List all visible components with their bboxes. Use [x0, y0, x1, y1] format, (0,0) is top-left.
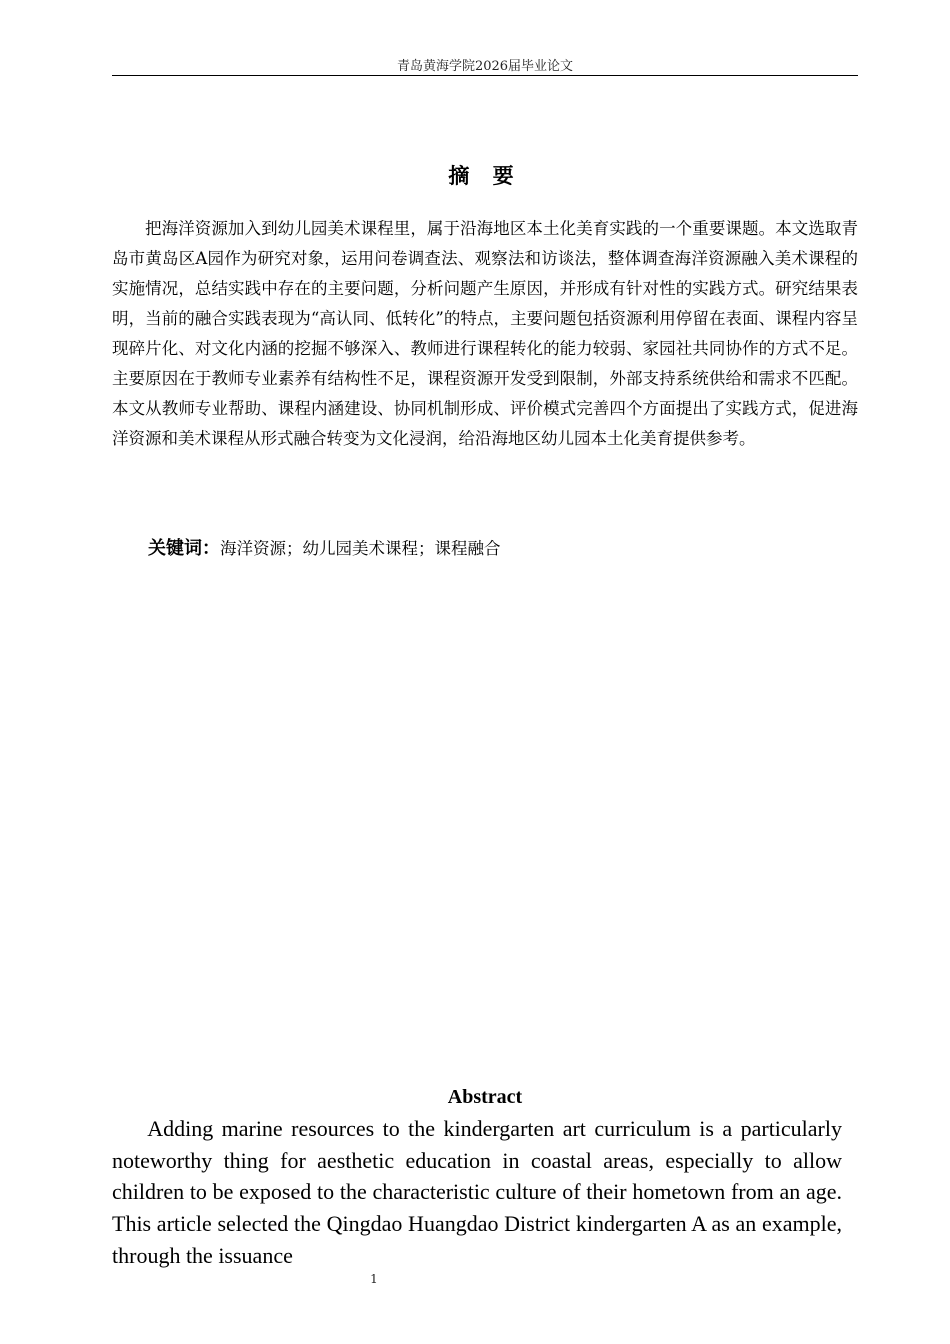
english-abstract-body: Adding marine resources to the kindergarten art curriculum is a particularly noteworthy thing for aesthetic education in coastal areas, especially to allow children to be exposed to the characteristic culture of their hometown from an age. This article selected the Qingdao Huangdao District kindergarten A as an example, through the issuance	[112, 1116, 842, 1268]
page-number: 1	[370, 1272, 378, 1286]
page-header: 青岛黄海学院2026届毕业论文	[112, 58, 858, 76]
chinese-keywords	[148, 534, 501, 564]
chinese-abstract-body: 把海洋资源加入到幼儿园美术课程里，属于沿海地区本土化美育实践的一个重要课题。本文选取青岛市黄岛区A园作为研究对象，运用问卷调查法、观察法和访谈法，整体调查海洋资源融入美术课程的实施情况，总结实践中存在的主要问题，分析问题产生原因，并形成有针对性的实践方式。研究结果表明，当前的融合实践表现为“高认同、低转化”的特点，主要问题包括资源利用停留在表面、课程内容呈现碎片化、对文化内涵的挖掘不够深入、教师进行课程转化的能力较弱、家园社共同协作的方式不足。主要原因在于教师专业素养有结构性不足，课程资源开发受到限制，外部支持系统供给和需求不匹配。本文从教师专业帮助、课程内涵建设、协同机制形成、评价模式完善四个方面提出了实践方式，促进海洋资源和美术课程从形式融合转变为文化浸润，给沿海地区幼儿园本土化美育提供参考。	[112, 219, 858, 448]
chinese-abstract-title: 摘 要	[448, 164, 522, 188]
english-abstract-title: Abstract	[447, 1086, 523, 1108]
keywords-label: 关键词：	[148, 538, 220, 559]
keywords-value: 海洋资源；幼儿园美术课程；课程融合	[220, 539, 501, 558]
